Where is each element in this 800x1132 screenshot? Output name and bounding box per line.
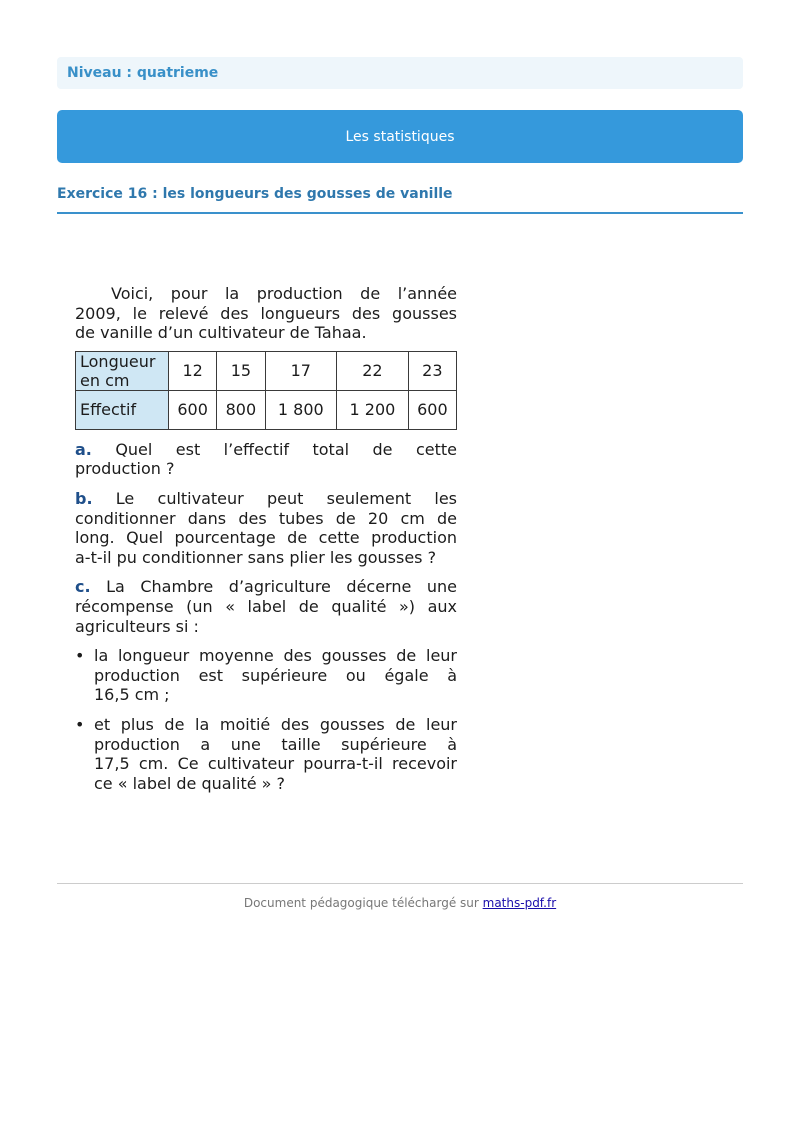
question-b: b. Le cultivateur peut seulement les conditionner dans des tubes de 20 cm de long. Quel pourcentage de cette production a-t-il pu conditionner sans plier les gousses ?	[75, 488, 457, 567]
length-table	[75, 351, 457, 430]
table-header-cell: Effectif	[76, 390, 169, 429]
table-cell: 15	[217, 351, 265, 390]
intro-line: Voici, pour la production de l’année	[111, 284, 457, 303]
table-cell: 12	[169, 351, 217, 390]
question-c: c. La Chambre d’agriculture décerne une récompense (un « label de qualité ») aux agriculteurs si :	[75, 577, 457, 636]
footer	[0, 896, 800, 910]
table-row	[76, 351, 457, 390]
exercise-title: Exercice 16 : les longueurs des gousses de vanille	[57, 186, 453, 202]
table-header-cell: Longueur en cm	[76, 351, 169, 390]
level-label: Niveau : quatrieme	[67, 65, 219, 81]
criterion-item: • la longueur moyenne des gousses de leur production est supérieure ou égale à 16,5 cm ;	[75, 646, 457, 705]
table-cell: 22	[337, 351, 409, 390]
table-cell: 800	[217, 390, 265, 429]
table-cell: 1 800	[265, 390, 337, 429]
table-row	[76, 390, 457, 429]
bullet-icon: •	[75, 646, 85, 666]
exercise-scan	[75, 284, 457, 793]
exercise-divider	[57, 212, 743, 214]
footer-divider	[57, 883, 743, 884]
intro-line: 2009, le relevé des longueurs des gousses	[75, 303, 457, 323]
question-a: a. Quel est l’effectif total de cette production ?	[75, 439, 457, 479]
title-banner	[57, 110, 743, 163]
footer-text: Document pédagogique téléchargé sur	[243, 896, 483, 910]
table-cell: 17	[265, 351, 337, 390]
criterion-item: • et plus de la moitié des gousses de leur production a une taille supérieure à 17,5 cm. Ce cultivateur pourra-t-il recevoir ce « label de qualité » ?	[75, 714, 457, 793]
bullet-icon: •	[75, 714, 85, 734]
table-cell: 23	[408, 351, 456, 390]
level-box	[57, 57, 743, 89]
intro-line: de vanille d’un cultivateur de Tahaa.	[75, 323, 367, 343]
table-cell: 600	[408, 390, 456, 429]
banner-title: Les statistiques	[345, 128, 455, 145]
table-cell: 600	[169, 390, 217, 429]
footer-link[interactable]: maths-pdf.fr	[482, 896, 557, 910]
intro-paragraph	[75, 284, 457, 343]
table-cell: 1 200	[337, 390, 409, 429]
